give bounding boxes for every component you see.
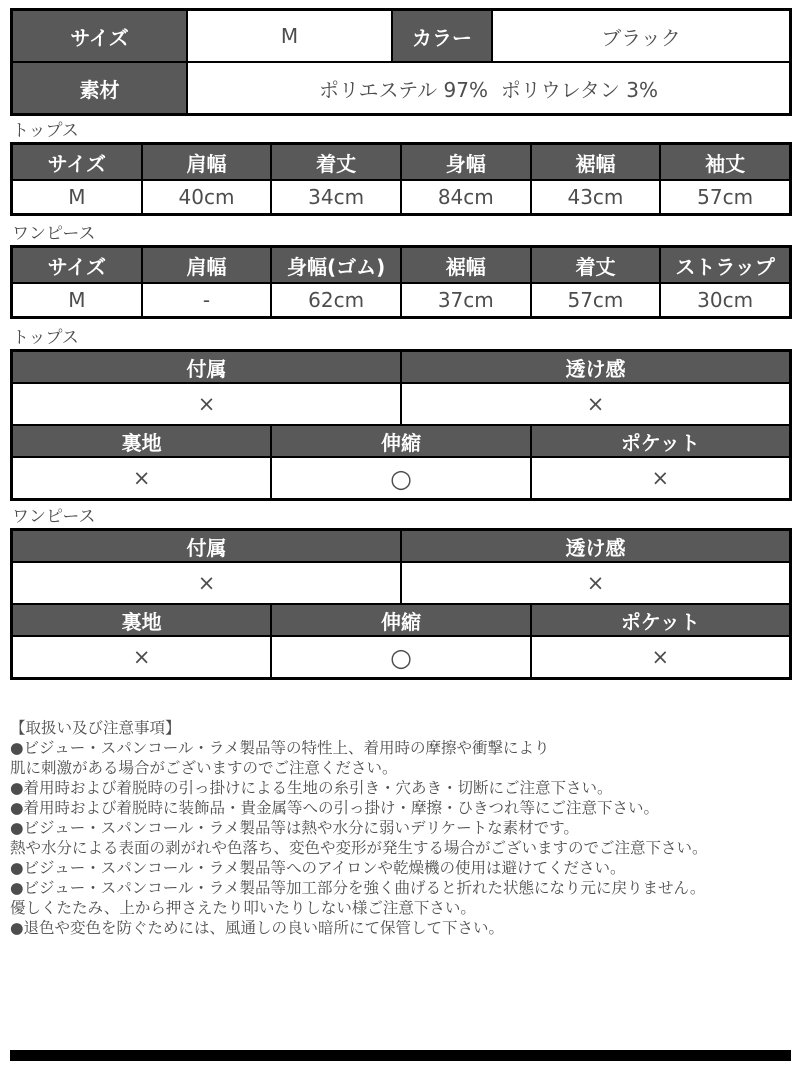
tops-sheer-header: 透け感 <box>401 351 790 383</box>
tops-accessory-header: 付属 <box>12 351 401 383</box>
onepiece-length-header: 着丈 <box>531 247 661 283</box>
table-row <box>12 144 790 180</box>
tops-stretch-header: 伸縮 <box>271 425 530 457</box>
table-row <box>12 62 790 114</box>
size-header: サイズ <box>12 10 187 62</box>
onepiece-hem-header: 裾幅 <box>401 247 531 283</box>
onepiece-length-value: 57cm <box>531 283 661 317</box>
material-value: ポリエステル 97% ポリウレタン 3% <box>187 62 790 114</box>
onepiece-strap-value: 30cm <box>660 283 790 317</box>
onepiece-lining-value: × <box>12 636 271 678</box>
size-value: M <box>187 10 392 62</box>
tops-features-section-label: トップス <box>12 328 79 348</box>
table-row <box>12 604 790 636</box>
onepiece-pocket-value: × <box>531 636 790 678</box>
tops-length-header: 着丈 <box>271 144 401 180</box>
tops-size-section-label: トップス <box>12 121 79 141</box>
onepiece-stretch-header: 伸縮 <box>271 604 530 636</box>
onepiece-lining-header: 裏地 <box>12 604 271 636</box>
tops-hem-header: 裾幅 <box>531 144 661 180</box>
table-row <box>12 425 790 457</box>
tops-stretch-value: ○ <box>271 457 530 499</box>
onepiece-shoulder-header: 肩幅 <box>142 247 272 283</box>
table-row <box>12 180 790 214</box>
care-note-line: ●着用時および着脱時に装飾品・貴金属等への引っ掛け・摩擦・ひきつれ等にご注意下さい。 <box>10 799 660 817</box>
care-note-line: 熱や水分による表面の剥がれや色落ち、変色や変形が発生する場合がございますのでご注意下さい。 <box>10 839 708 857</box>
tops-size-table <box>10 142 792 216</box>
tops-length-value: 34cm <box>271 180 401 214</box>
care-note-line: ●ビジュー・スパンコール・ラメ製品等へのアイロンや乾燥機の使用は避けてください。 <box>10 859 626 877</box>
tops-accessory-value: × <box>12 383 401 425</box>
table-row <box>12 562 790 604</box>
onepiece-size-value: M <box>12 283 142 317</box>
onepiece-sheer-header: 透け感 <box>401 530 790 562</box>
onepiece-stretch-value: ○ <box>271 636 530 678</box>
table-row <box>12 283 790 317</box>
onepiece-size-section-label: ワンピース <box>12 224 96 244</box>
tops-features-table <box>10 349 792 501</box>
onepiece-features-section-label: ワンピース <box>12 507 96 527</box>
care-note-line: 肌に刺激がある場合がございますのでご注意ください。 <box>10 759 398 777</box>
care-note-line: ●退色や変色を防ぐためには、風通しの良い暗所にて保管して下さい。 <box>10 919 505 937</box>
care-note-line: ●ビジュー・スパンコール・ラメ製品等は熱や水分に弱いデリケートな素材です。 <box>10 819 579 837</box>
onepiece-strap-header: ストラップ <box>660 247 790 283</box>
tops-sleeve-value: 57cm <box>660 180 790 214</box>
color-value: ブラック <box>492 10 790 62</box>
care-note-line: ●着用時および着脱時の引っ掛けによる生地の糸引き・穴あき・切断にご注意下さい。 <box>10 779 613 797</box>
tops-width-value: 84cm <box>401 180 531 214</box>
color-header: カラー <box>392 10 492 62</box>
tops-size-header: サイズ <box>12 144 142 180</box>
table-row <box>12 530 790 562</box>
onepiece-width-value: 62cm <box>271 283 401 317</box>
onepiece-size-table <box>10 245 792 319</box>
care-notes-title: 【取扱い及び注意事項】 <box>10 719 181 737</box>
tops-sleeve-header: 袖丈 <box>660 144 790 180</box>
table-row <box>12 351 790 383</box>
bottom-divider <box>10 1050 791 1061</box>
table-row <box>12 10 790 62</box>
table-row <box>12 383 790 425</box>
onepiece-size-header: サイズ <box>12 247 142 283</box>
care-note-line: 優しくたたみ、上から押さえたり叩いたりしない様ご注意下さい。 <box>10 899 476 917</box>
onepiece-accessory-value: × <box>12 562 401 604</box>
product-spec-table <box>10 8 792 116</box>
onepiece-accessory-header: 付属 <box>12 530 401 562</box>
tops-pocket-header: ポケット <box>531 425 790 457</box>
onepiece-width-header: 身幅(ゴム) <box>271 247 401 283</box>
onepiece-sheer-value: × <box>401 562 790 604</box>
material-header: 素材 <box>12 62 187 114</box>
onepiece-pocket-header: ポケット <box>531 604 790 636</box>
onepiece-hem-value: 37cm <box>401 283 531 317</box>
tops-size-value: M <box>12 180 142 214</box>
table-row <box>12 636 790 678</box>
tops-shoulder-value: 40cm <box>142 180 272 214</box>
onepiece-features-table <box>10 528 792 680</box>
tops-hem-value: 43cm <box>531 180 661 214</box>
care-note-line: ●ビジュー・スパンコール・ラメ製品等加工部分を強く曲げると折れた状態になり元に戻りません。 <box>10 879 706 897</box>
table-row <box>12 457 790 499</box>
care-note-line: ●ビジュー・スパンコール・ラメ製品等の特性上、着用時の摩擦や衝撃により <box>10 739 550 757</box>
care-notes <box>10 718 792 938</box>
tops-sheer-value: × <box>401 383 790 425</box>
tops-shoulder-header: 肩幅 <box>142 144 272 180</box>
tops-pocket-value: × <box>531 457 790 499</box>
tops-lining-value: × <box>12 457 271 499</box>
table-row <box>12 247 790 283</box>
onepiece-shoulder-value: - <box>142 283 272 317</box>
tops-width-header: 身幅 <box>401 144 531 180</box>
tops-lining-header: 裏地 <box>12 425 271 457</box>
